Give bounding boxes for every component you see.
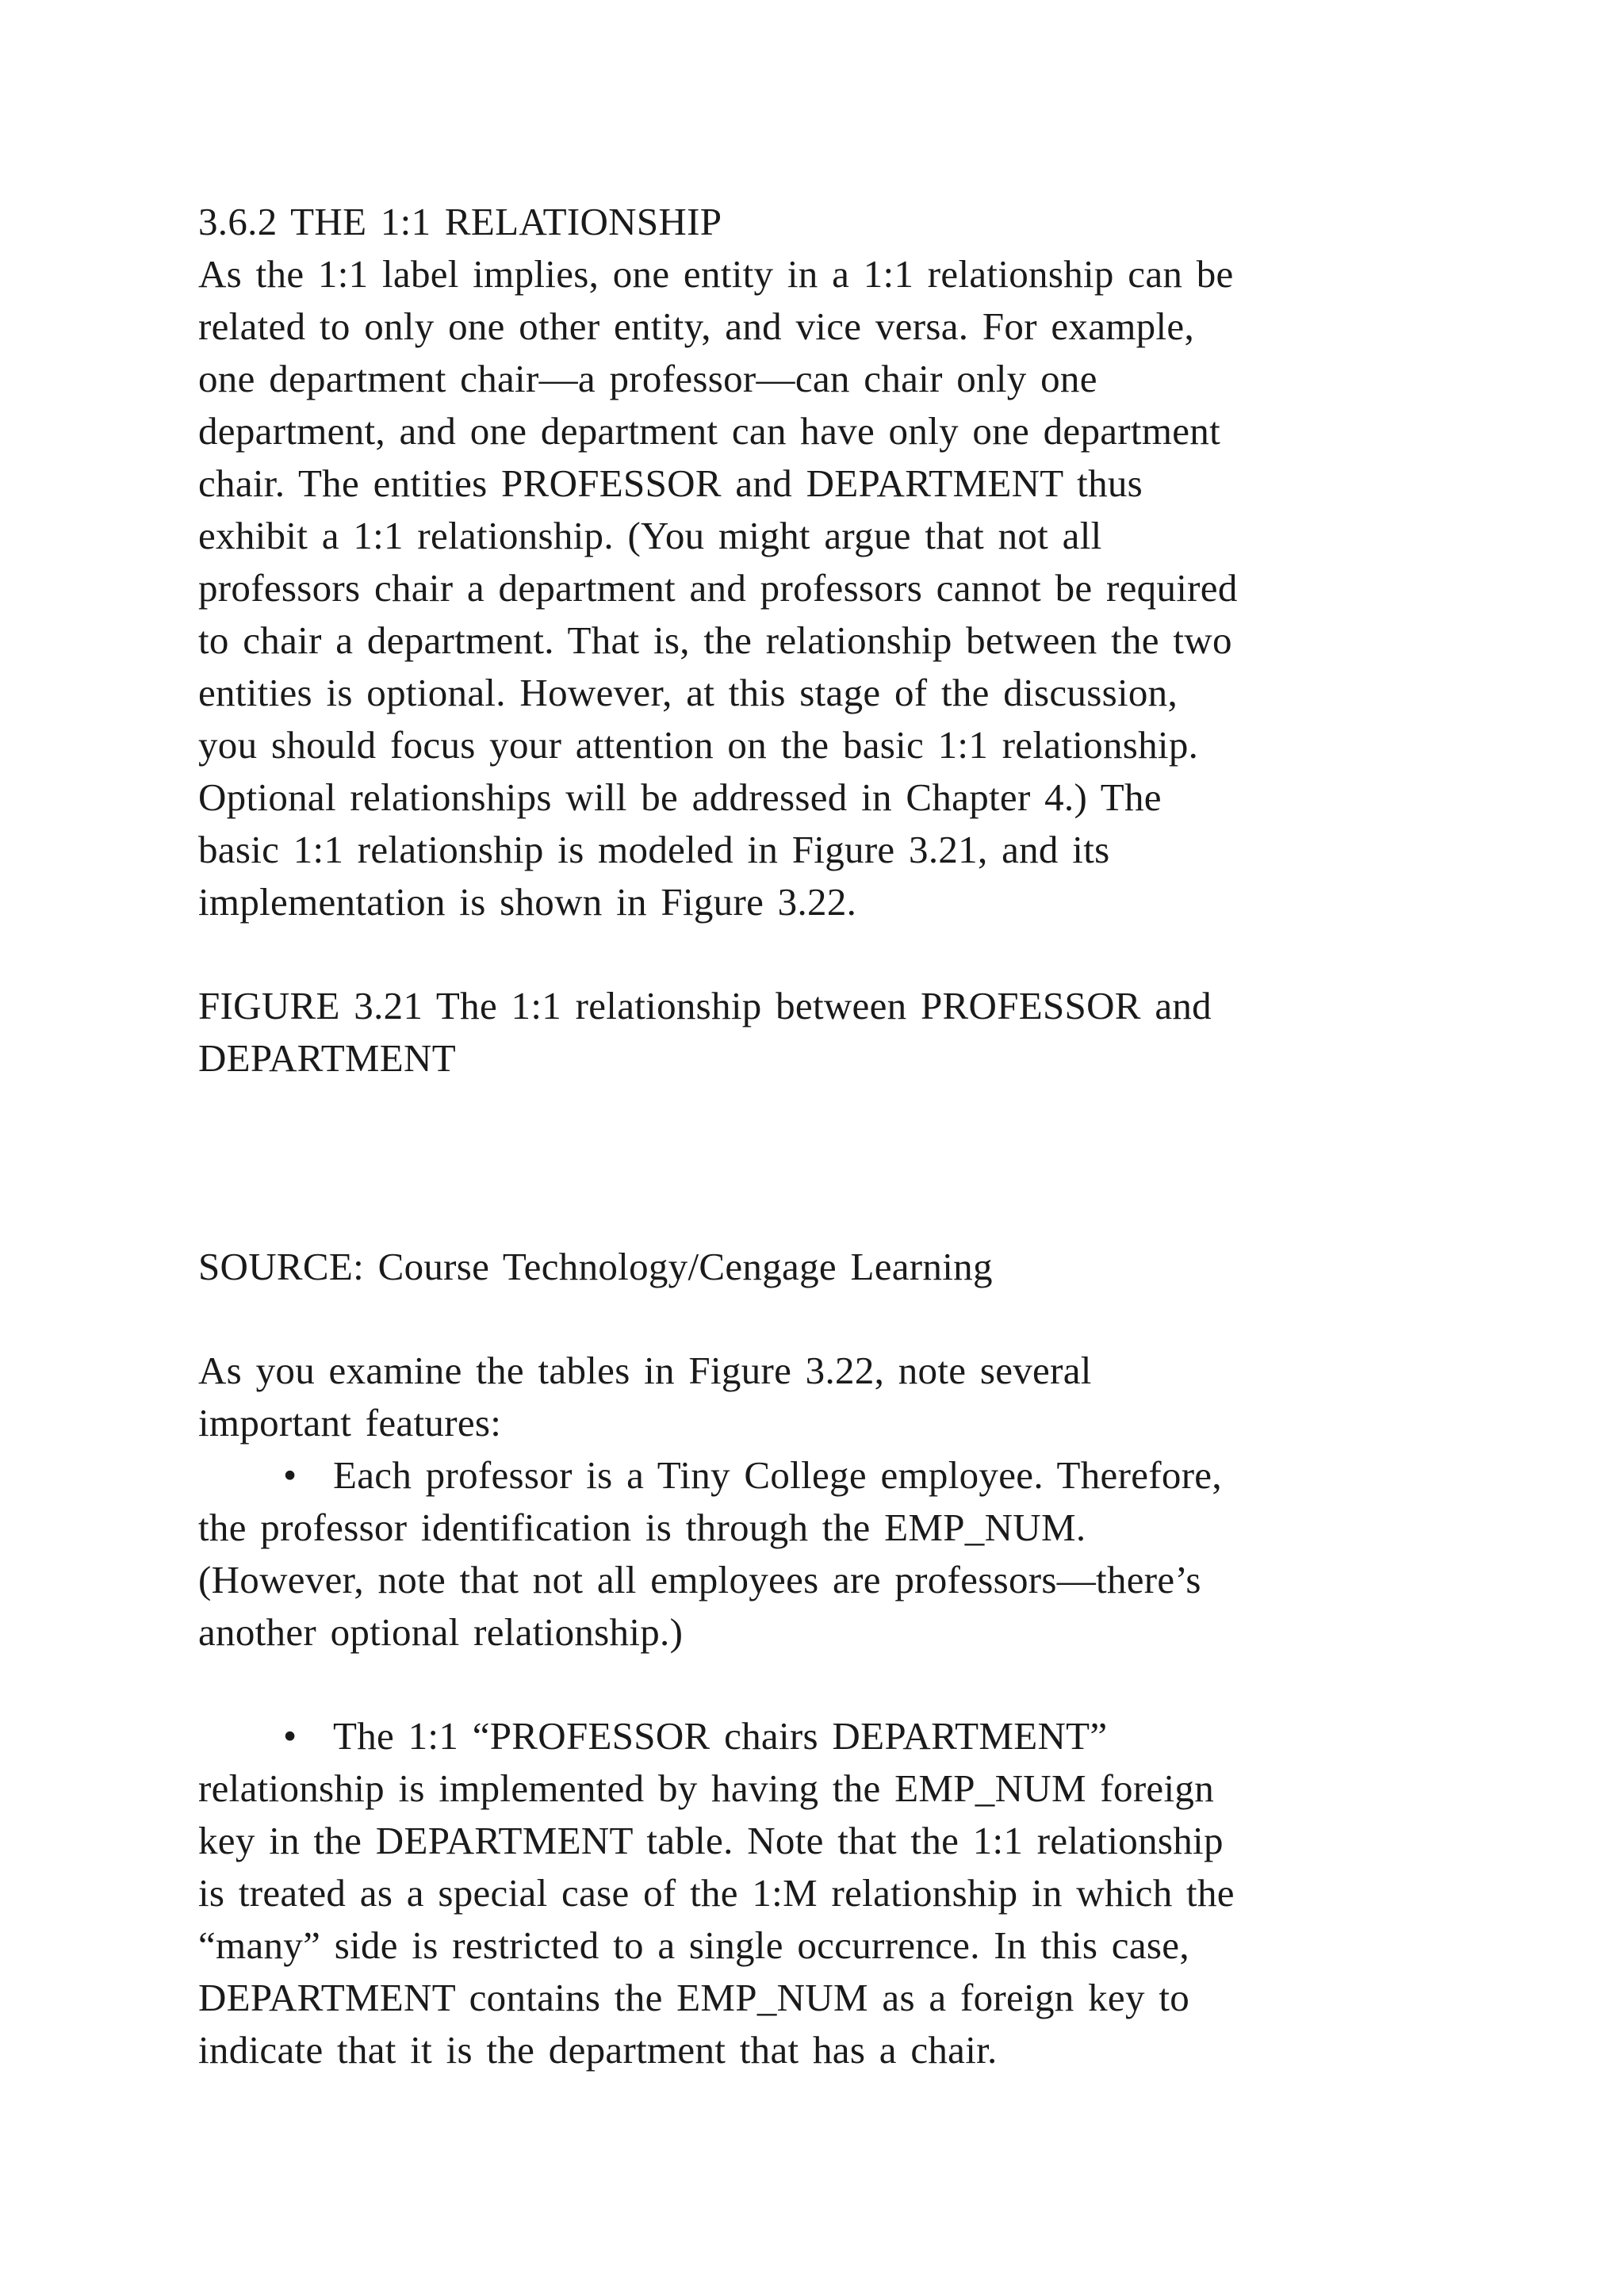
paragraph-line: to chair a department. That is, the relationship between the two [198,618,1232,662]
paragraph-line: related to only one other entity, and vice versa. For example, [198,304,1194,348]
bullet-item-line: another optional relationship.) [198,1610,684,1654]
bullet-item-line: “many” side is restricted to a single occurrence. In this case, [198,1923,1189,1967]
paragraph-line: department, and one department can have only one department [198,409,1221,453]
paragraph-line: one department chair—a professor—can chair only one [198,357,1097,400]
bullet-item-line: (However, note that not all employees are professors—there’s [198,1558,1201,1601]
features-intro-line: important features: [198,1401,502,1445]
bullet-item-line: key in the DEPARTMENT table. Note that the 1:1 relationship [198,1819,1224,1862]
paragraph-line: implementation is shown in Figure 3.22. [198,880,857,924]
figure-caption: DEPARTMENT [198,1036,456,1080]
paragraph-line: entities is optional. However, at this stage of the discussion, [198,671,1178,714]
bullet-item-line: is treated as a special case of the 1:M relationship in which the [198,1871,1235,1915]
features-intro-line: As you examine the tables in Figure 3.22, note several [198,1349,1092,1392]
paragraph-line: As the 1:1 label implies, one entity in a 1:1 relationship can be [198,252,1234,296]
paragraph-line: chair. The entities PROFESSOR and DEPARTMENT thus [198,461,1143,505]
paragraph-line: professors chair a department and professors cannot be required [198,566,1238,610]
bullet-item-first-line: Each professor is a Tiny College employee. Therefore, [333,1453,1222,1497]
bullet-item-line: DEPARTMENT contains the EMP_NUM as a foreign key to [198,1976,1190,2019]
paragraph-line: you should focus your attention on the basic 1:1 relationship. [198,723,1199,767]
bullet-marker: • [283,1714,297,1758]
figure-caption: FIGURE 3.21 The 1:1 relationship between PROFESSOR and [198,984,1212,1027]
paragraph-line: basic 1:1 relationship is modeled in Figure 3.21, and its [198,828,1110,871]
bullet-item-line: indicate that it is the department that has a chair. [198,2028,998,2072]
paragraph-line: exhibit a 1:1 relationship. (You might argue that not all [198,514,1102,557]
bullet-item-first-line: The 1:1 “PROFESSOR chairs DEPARTMENT” [333,1714,1108,1758]
bullet-item-line: the professor identification is through the EMP_NUM. [198,1506,1086,1549]
paragraph-line: Optional relationships will be addressed in Chapter 4.) The [198,775,1162,819]
figure-source: SOURCE: Course Technology/Cengage Learning [198,1245,993,1288]
bullet-item-line: relationship is implemented by having the EMP_NUM foreign [198,1766,1214,1810]
section-heading: 3.6.2 THE 1:1 RELATIONSHIP [198,200,722,243]
bullet-marker: • [283,1453,297,1497]
